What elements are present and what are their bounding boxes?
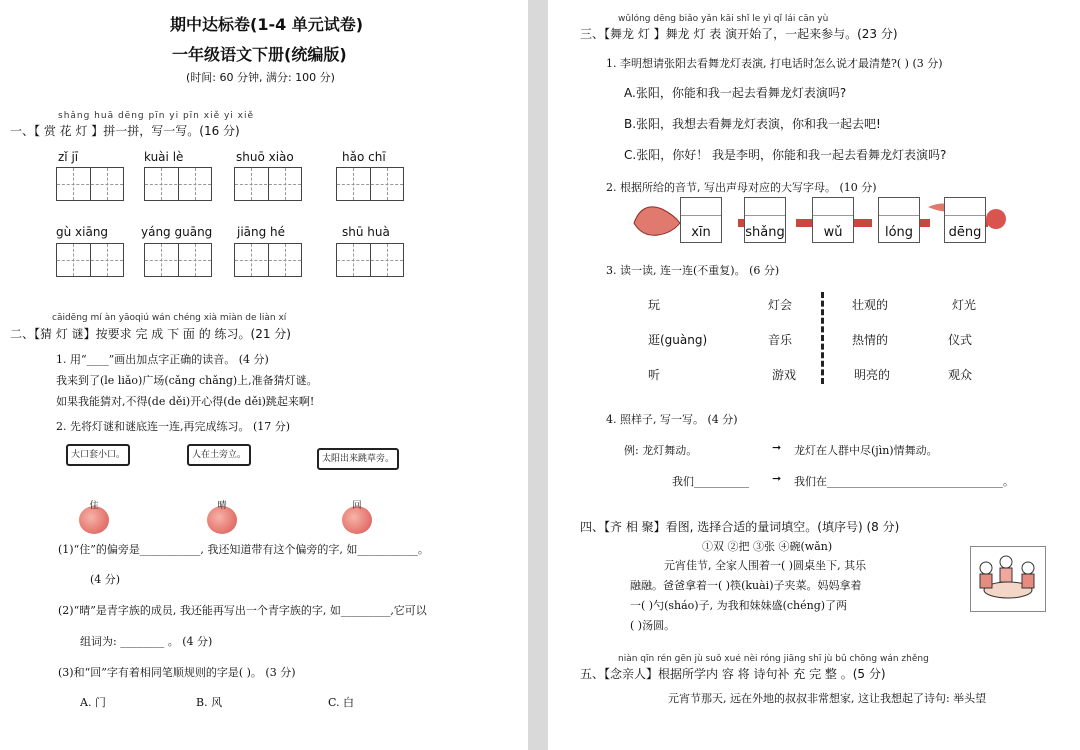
option-c[interactable]: C.张阳，你好！ 我是李明，你能和我一起去看舞龙灯表演吗? (624, 148, 947, 162)
pinyin-word: yáng guāng (141, 225, 213, 239)
match-word[interactable]: 听 (648, 368, 661, 382)
s5-line: 元宵节那天, 远在外地的叔叔非常想家, 这让我想起了诗句: 举头望 (668, 692, 987, 705)
syllable: xīn (691, 225, 711, 240)
s4-para-1: 元宵佳节, 全家人围着一( )圆桌坐下, 其乐 (664, 559, 867, 572)
match-word[interactable]: 观众 (948, 368, 973, 382)
pinyin-word: zǐ jī (58, 150, 79, 164)
writing-grid[interactable] (144, 167, 212, 201)
pinyin-word: shū huà (342, 225, 390, 239)
writing-grid[interactable] (234, 167, 302, 201)
match-word[interactable]: 壮观的 (852, 298, 889, 312)
q1-prompt: 1. 李明想请张阳去看舞龙灯表演, 打电话时怎么说才最清楚?( ) (3 分) (606, 57, 943, 70)
writing-grid[interactable] (56, 243, 124, 277)
example-b: 龙灯在人群中尽(jìn)情舞动。 (794, 444, 938, 457)
family-dinner-illustration (970, 546, 1046, 612)
s2-title: 二、【猜 灯 谜】按要求 完 成 下 面 的 练习。(21 分) (10, 327, 291, 341)
option-b[interactable]: B.张阳，我想去看舞龙灯表演，你和我一起去吧! (624, 117, 881, 131)
pinyin-word: gù xiāng (56, 225, 109, 239)
pinyin-word: hǎo chī (342, 150, 386, 164)
sub-question-1: (1)“住”的偏旁是___________, 我还知道带有这个偏旁的字, 如___________。 (58, 543, 429, 556)
writing-grid[interactable] (336, 243, 404, 277)
match-word[interactable]: 仪式 (948, 333, 973, 347)
riddle-card[interactable]: 大口套小口。 (66, 444, 130, 466)
match-word[interactable]: 明亮的 (854, 368, 891, 382)
sub-question-1-score: (4 分) (90, 573, 121, 586)
fill-a[interactable]: 我们__________ (672, 475, 749, 488)
riddle-card[interactable]: 人在土旁立。 (187, 444, 251, 466)
writing-grid[interactable] (144, 243, 212, 277)
fill-b[interactable]: 我们在________________________________。 (794, 475, 1014, 488)
measure-word-choices: ①双 ②把 ③张 ④碗(wǎn) (702, 540, 833, 553)
q1-line2: 如果我能猜对,不得(de děi)开心得(de děi)跳起来啊! (56, 395, 315, 408)
s4-title: 四、【齐 相 聚】看图, 选择合适的量词填空。(填序号) (8 分) (580, 520, 900, 534)
lantern-char: 住 (89, 501, 99, 511)
exam-subtitle: 一年级语文下册(统编版) (172, 45, 347, 64)
writing-grid[interactable] (336, 167, 404, 201)
option-a[interactable]: A.张阳，你能和我一起去看舞龙灯表演吗? (624, 86, 847, 100)
arrow-icon: ➞ (772, 472, 782, 485)
arrow-icon: ➞ (772, 441, 782, 454)
syllable-card[interactable] (944, 197, 986, 243)
syllable-card[interactable] (878, 197, 920, 243)
riddle-card[interactable]: 太阳出来跳草旁。 (317, 448, 399, 470)
s3-pinyin: wǔlóng dēng biǎo yǎn kāi shǐ le yì qǐ lái cān yù (618, 14, 829, 24)
s3-title: 三、【舞龙 灯 】舞龙 灯 表 演开始了，一起来参与。(23 分) (580, 27, 898, 41)
syllable-card[interactable] (744, 197, 786, 243)
q4-prompt: 4. 照样子, 写一写。 (4 分) (606, 413, 738, 426)
syllable: shǎng (745, 225, 785, 240)
lantern-icon[interactable] (342, 501, 372, 534)
lantern-char: 回 (352, 501, 362, 511)
syllable: dēng (948, 225, 982, 240)
syllable-card[interactable] (812, 197, 854, 243)
s5-title: 五、【念亲人】根据所学内 容 将 诗句补 充 完 整 。(5 分) (580, 667, 886, 681)
pinyin-word: shuō xiào (236, 150, 294, 164)
match-word[interactable]: 热情的 (852, 333, 889, 347)
match-word[interactable]: 玩 (648, 298, 661, 312)
lantern-char: 晴 (217, 501, 227, 511)
q2-prompt: 2. 根据所给的音节, 写出声母对应的大写字母。 (10 分) (606, 181, 877, 194)
s5-pinyin: niàn qīn rén gēn jù suǒ xué nèi róng jiāng shī jù bǔ chōng wán zhěng (618, 654, 929, 664)
syllable-card[interactable] (680, 197, 722, 243)
lantern-icon[interactable] (79, 501, 109, 534)
match-word[interactable]: 游戏 (772, 368, 797, 382)
match-word[interactable]: 灯光 (952, 298, 977, 312)
left-page (0, 0, 528, 750)
writing-grid[interactable] (234, 243, 302, 277)
s1-pinyin: shǎng huā dēng pīn yi pīn xiě yi xiě (58, 111, 255, 121)
q3-prompt: 3. 读一读, 连一连(不重复)。 (6 分) (606, 264, 780, 277)
s2-pinyin: cāidēng mí àn yāoqiú wán chéng xià miàn de liàn xí (52, 313, 287, 323)
pinyin-word: jiāng hé (237, 225, 286, 239)
option-c[interactable]: C. 白 (328, 696, 355, 709)
q1-line1: 我来到了(le liǎo)广场(cǎng chǎng)上,准备猜灯谜。 (56, 374, 318, 387)
writing-grid[interactable] (56, 167, 124, 201)
match-word[interactable]: 灯会 (768, 298, 793, 312)
divider (821, 292, 824, 384)
syllable: wǔ (823, 225, 843, 240)
q1-prompt: 1. 用“____”画出加点字正确的读音。 (4 分) (56, 353, 269, 366)
option-a[interactable]: A. 门 (80, 696, 106, 709)
option-b[interactable]: B. 风 (196, 696, 223, 709)
exam-title: 期中达标卷(1-4 单元试卷) (170, 15, 364, 34)
match-word[interactable]: 逛(guàng) (648, 333, 708, 347)
pinyin-word: kuài lè (144, 150, 184, 164)
s4-para-3: 一( )勺(sháo)子, 为我和妹妹盛(chéng)了两 (630, 599, 848, 612)
s1-title: 一、【 赏 花 灯 】拼一拼，写一写。(16 分) (10, 124, 240, 138)
sub-question-2-b: 组词为: ________ 。 (4 分) (80, 635, 213, 648)
lantern-icon[interactable] (207, 501, 237, 534)
time-info: (时间: 60 分钟, 满分: 100 分) (186, 71, 335, 84)
syllable: lóng (884, 225, 914, 240)
right-page (548, 0, 1080, 750)
s4-para-2: 融融。爸爸拿着一( )筷(kuài)子夹菜。妈妈拿着 (630, 579, 862, 592)
match-word[interactable]: 音乐 (768, 333, 793, 347)
s4-para-4: ( )汤圆。 (630, 619, 676, 632)
example-a: 例: 龙灯舞动。 (624, 444, 698, 457)
sub-question-3: (3)和“回”字有着相同笔顺规则的字是( )。 (3 分) (58, 666, 296, 679)
sub-question-2: (2)“晴”是青字族的成员, 我还能再写出一个青字族的字, 如_________,它可以 (58, 604, 427, 617)
q2-prompt: 2. 先将灯谜和谜底连一连,再完成练习。 (17 分) (56, 420, 291, 433)
